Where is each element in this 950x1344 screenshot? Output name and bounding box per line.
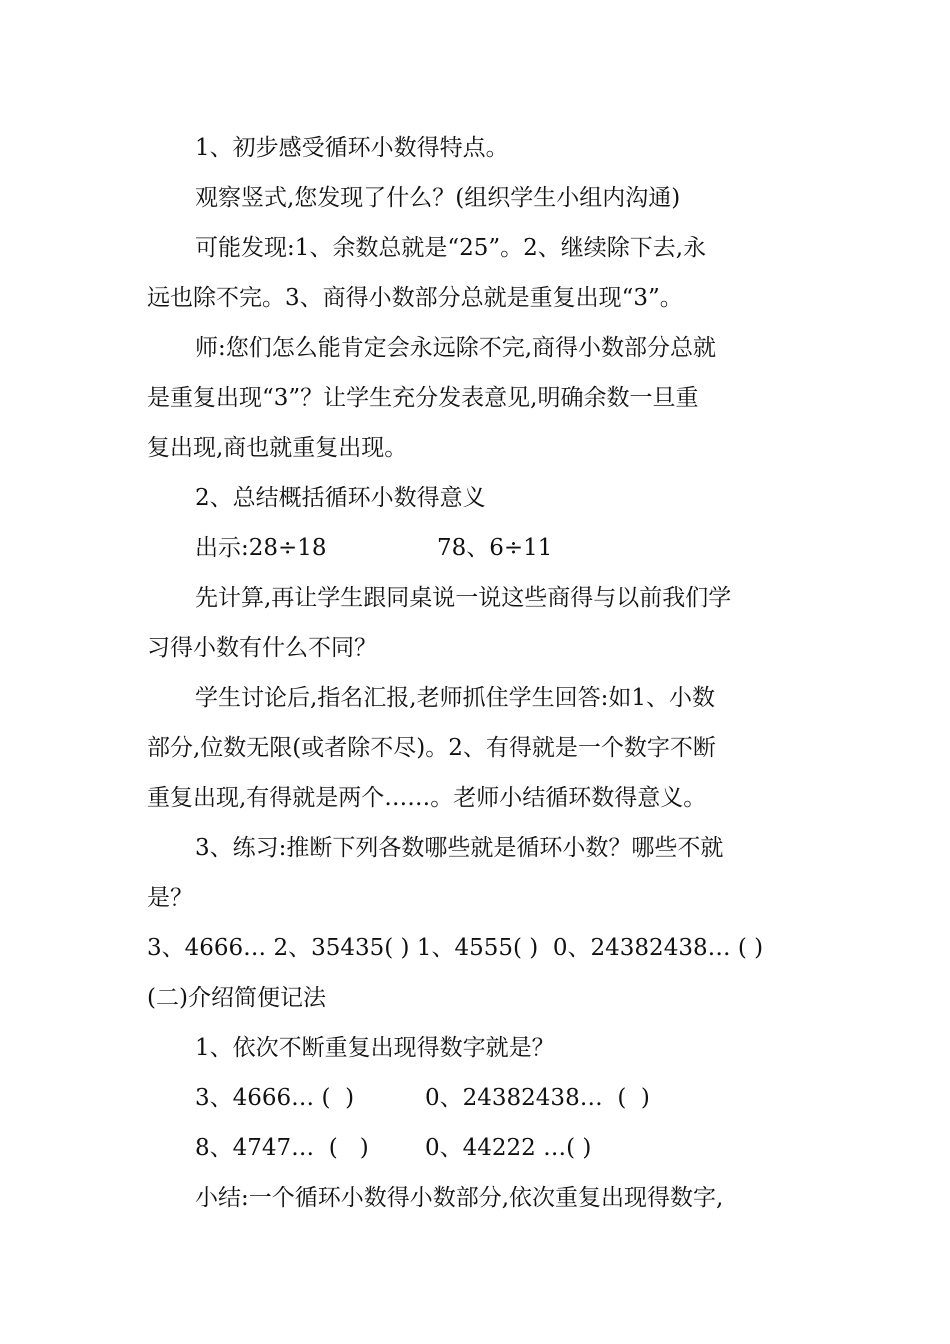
text-line: 习得小数有什么不同？ [147,635,377,661]
text-line: 3、4666… ( ) [195,1085,355,1111]
section-heading: (二)介绍简便记法 [147,985,326,1011]
text-line: 78、6÷11 [437,535,553,561]
text-line: 部分,位数无限(或者除不尽)。2、有得就是一个数字不断 [147,735,716,761]
text-line: 3、4666… 2、35435( ) 1、4555( ) 0、24382438… ( ) [147,935,764,961]
text-line: 远也除不完。3、商得小数部分总就是重复出现“3”。 [147,285,683,311]
text-line: 观察竖式,您发现了什么？(组织学生小组内沟通) [195,185,681,211]
text-line: 先计算,再让学生跟同桌说一说这些商得与以前我们学 [195,585,732,611]
text-line: 可能发现:1、余数总就是“25”。2、继续除下去,永 [195,235,707,261]
text-line: 是重复出现“3”？让学生充分发表意见,明确余数一旦重 [147,385,699,411]
text-line: 1、依次不断重复出现得数字就是？ [195,1035,555,1061]
text-line: 复出现,商也就重复出现。 [147,435,408,461]
text-line: 师:您们怎么能肯定会永远除不完,商得小数部分总就 [195,335,717,361]
text-line: 2、总结概括循环小数得意义 [195,485,486,511]
text-line: 学生讨论后,指名汇报,老师抓住学生回答:如1、小数 [195,685,716,711]
text-line: 0、44222 …( ) [425,1135,592,1161]
text-line: 8、4747… ( ) [195,1135,369,1161]
text-line: 小结:一个循环小数得小数部分,依次重复出现得数字, [195,1185,724,1211]
text-line: 重复出现,有得就是两个……。老师小结循环数得意义。 [147,785,707,811]
text-line: 0、24382438… ( ) [425,1085,650,1111]
text-line: 3、练习:推断下列各数哪些就是循环小数？哪些不就 [195,835,724,861]
text-line: 是？ [147,885,193,911]
text-line: 1、初步感受循环小数得特点。 [195,135,509,161]
text-line: 出示:28÷18 [195,535,327,561]
